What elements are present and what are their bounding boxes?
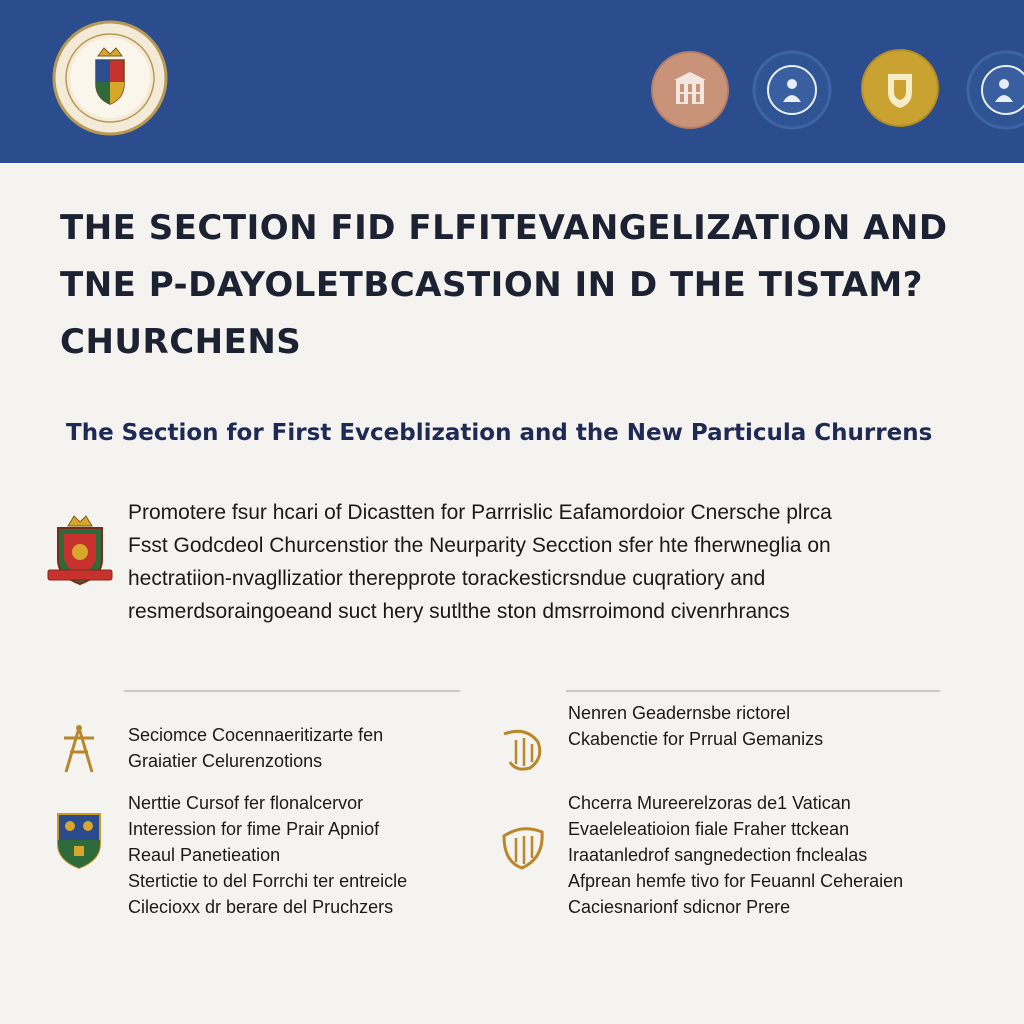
list-item <box>568 700 823 752</box>
shield-crest-icon <box>54 810 104 866</box>
item-line: Afprean hemfe tivo for Feuannl Ceheraien <box>568 871 904 891</box>
divider <box>124 690 460 692</box>
item-line: Caciesnarionf sdicnor Prere <box>568 897 791 917</box>
item-line: Interession for fime Prair Apniof <box>128 819 380 839</box>
building-badge-icon <box>650 50 730 130</box>
title-line: TNE P-DAYOLETBCASTION IN D THE TISTAM? <box>60 265 923 305</box>
item-line: Iraatanledrof sangnedection fnclealas <box>568 845 868 865</box>
figure-badge-icon <box>752 50 832 130</box>
section-subtitle: The Section for First Evceblization and the New Particula Churrens <box>66 420 933 446</box>
header-bar <box>0 0 1024 163</box>
title-line: THE SECTION FID FLFITEVANGELIZATION AND <box>60 208 948 248</box>
item-line: Graiatier Celurenzotions <box>128 751 323 771</box>
horn-emblem-icon <box>496 722 546 778</box>
title-line: CHURCHENS <box>60 322 302 362</box>
description-line: hectratiion-nvagllizatior therepprote torackesticrsndue cuqratiory and <box>128 567 766 590</box>
page-title <box>60 200 960 371</box>
coat-of-arms-icon <box>44 508 116 588</box>
shield-badge-icon <box>860 48 940 128</box>
description-line: Promotere fsur hcari of Dicastten for Parrrislic Eafamordoior Cnersche plrca <box>128 501 832 524</box>
item-line: Chcerra Mureerelzoras de1 Vatican <box>568 793 851 813</box>
item-line: Nenren Geadernsbe rictorel <box>568 703 791 723</box>
item-line: Reaul Panetieation <box>128 845 281 865</box>
description-line: resmerdsoraingoeand suct hery sutlthe ston dmsrroimond civenrhrancs <box>128 600 790 623</box>
section-description <box>128 496 958 628</box>
list-item <box>128 722 383 774</box>
item-line: Stertictie to del Forrchi ter entreicle <box>128 871 408 891</box>
divider <box>566 690 940 692</box>
compass-icon <box>54 722 104 778</box>
item-line: Nerttie Cursof fer flonalcervor <box>128 793 364 813</box>
figure-badge-icon <box>966 50 1024 130</box>
item-line: Seciomce Cocennaeritizarte fen <box>128 725 384 745</box>
coat-of-arms-seal-icon <box>52 20 168 136</box>
list-item <box>128 790 407 920</box>
item-line: Ckabenctie for Prrual Gemanizs <box>568 729 824 749</box>
description-line: Fsst Godcdeol Churcenstior the Neurparity Secction sfer hte fherwneglia on <box>128 534 831 557</box>
item-line: Evaeleleatioion fiale Fraher ttckean <box>568 819 850 839</box>
list-item <box>568 790 903 920</box>
harp-emblem-icon <box>498 818 548 874</box>
item-line: Cilecioxx dr berare del Pruchzers <box>128 897 394 917</box>
